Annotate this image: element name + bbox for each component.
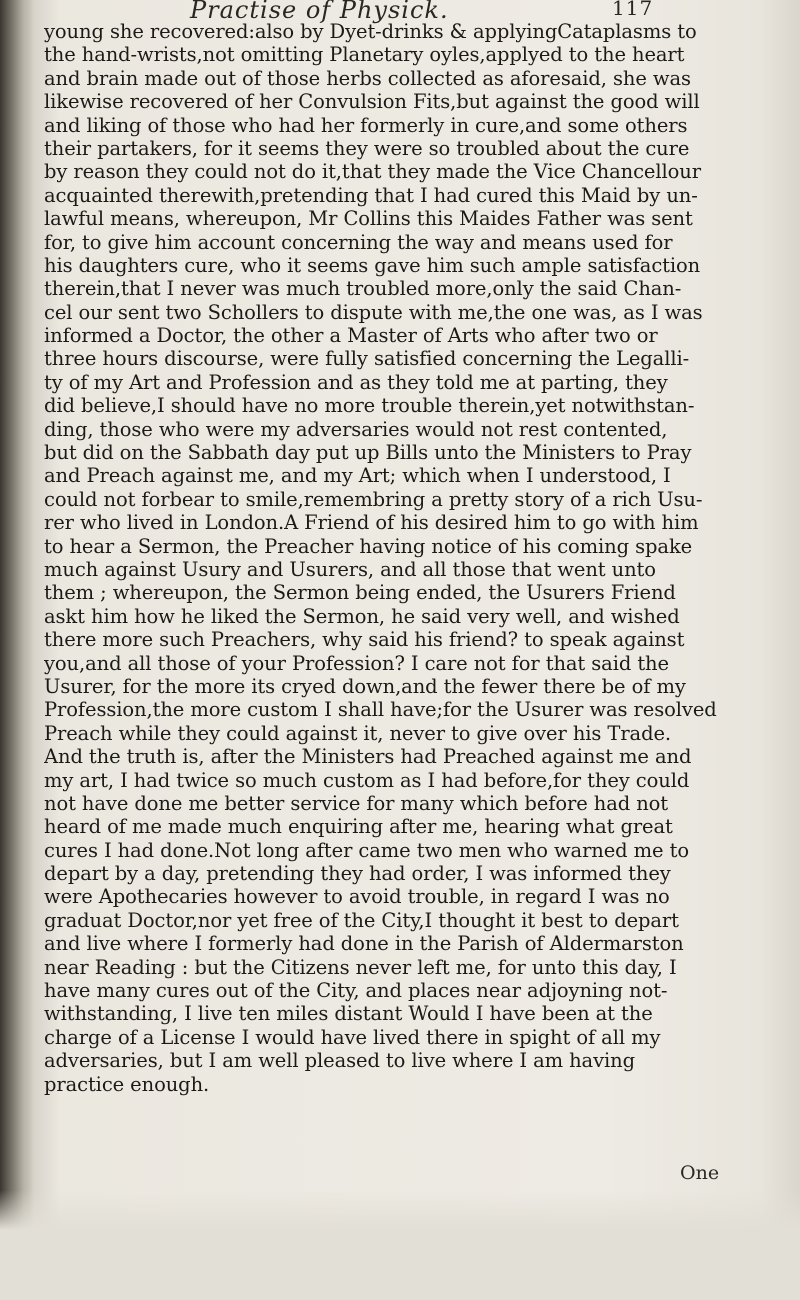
- text-line: and brain made out of those herbs collected as aforesaid, she was: [44, 66, 691, 90]
- text-line: Profession,the more custom I shall have;for the Usurer was resolved: [44, 698, 717, 722]
- text-line: adversaries, but I am well pleased to live where I am having: [44, 1049, 635, 1073]
- text-line: could not forbear to smile,remembring a pretty story of a rich Usu-: [44, 487, 703, 511]
- text-line: but did on the Sabbath day put up Bills unto the Ministers to Pray: [44, 441, 692, 465]
- text-line: therein,that I never was much troubled more,only the said Chan-: [44, 277, 682, 301]
- text-line: three hours discourse, were fully satisfied concerning the Legalli-: [44, 347, 690, 371]
- text-line: for, to give him account concerning the way and means used for: [44, 230, 673, 254]
- text-line: and liking of those who had her formerly in cure,and some others: [44, 113, 688, 137]
- text-line: ty of my Art and Profession and as they told me at parting, they: [44, 370, 668, 394]
- text-line: my art, I had twice so much custom as I had before,for they could: [44, 768, 690, 792]
- text-line: cures I had done.Not long after came two men who warned me to: [44, 838, 689, 862]
- text-line: young she recovered:also by Dyet-drinks & applyingCataplasms to: [44, 20, 697, 43]
- text-line: not have done me better service for many which before had not: [44, 791, 669, 815]
- text-line: did believe,I should have no more trouble therein,yet notwithstan-: [44, 394, 695, 418]
- text-line: near Reading : but the Citizens never left me, for unto this day, I: [44, 955, 677, 979]
- text-line: Preach while they could against it, never to give over his Trade.: [44, 721, 671, 745]
- text-line: their partakers, for it seems they were so troubled about the cure: [44, 136, 690, 160]
- text-line: them ; whereupon, the Sermon being ended, the Usurers Friend: [44, 581, 676, 605]
- text-line: withstanding, I live ten miles distant Would I have been at the: [44, 1002, 653, 1026]
- page-number: 117: [612, 0, 654, 20]
- text-line: were Apothecaries however to avoid trouble, in regard I was no: [44, 885, 670, 909]
- text-line: his daughters cure, who it seems gave him such ample satisfaction: [44, 253, 701, 277]
- text-line: charge of a License I would have lived there in spight of all my: [44, 1025, 661, 1049]
- text-line: informed a Doctor, the other a Master of Arts who after two or: [44, 324, 658, 348]
- text-line: practice enough.: [44, 1072, 210, 1096]
- text-line: graduat Doctor,nor yet free of the City,I thought it best to depart: [44, 908, 679, 932]
- text-line: heard of me made much enquiring after me, hearing what great: [44, 815, 673, 839]
- text-line: acquainted therewith,pretending that I had cured this Maid by un-: [44, 183, 698, 207]
- text-line: likewise recovered of her Convulsion Fits,but against the good will: [44, 90, 700, 114]
- text-line: there more such Preachers, why said his friend? to speak against: [44, 628, 685, 652]
- text-line: you,and all those of your Profession? I care not for that said the: [44, 651, 669, 675]
- text-line: have many cures out of the City, and places near adjoyning not-: [44, 979, 668, 1003]
- catchword: One: [680, 1162, 720, 1184]
- text-line: by reason they could not do it,that they made the Vice Chancellour: [44, 160, 701, 184]
- text-line: And the truth is, after the Ministers had Preached against me and: [44, 745, 692, 769]
- binding-gutter: [0, 0, 34, 1300]
- text-line: Usurer, for the more its cryed down,and the fewer there be of my: [44, 674, 686, 698]
- text-line: askt him how he liked the Sermon, he said very well, and wished: [44, 604, 680, 628]
- text-line: cel our sent two Schollers to dispute with me,the one was, as I was: [44, 300, 703, 324]
- body-text: [44, 20, 774, 1096]
- text-line: to hear a Sermon, the Preacher having notice of his coming spake: [44, 534, 693, 558]
- text-line: much against Usury and Usurers, and all those that went unto: [44, 557, 656, 581]
- text-line: lawful means, whereupon, Mr Collins this Maides Father was sent: [44, 207, 693, 231]
- text-line: and live where I formerly had done in the Parish of Aldermarston: [44, 932, 684, 956]
- page-bottom-margin: [0, 1190, 800, 1300]
- running-head-title: Practise of Physick.: [190, 0, 449, 24]
- text-line: depart by a day, pretending they had order, I was informed they: [44, 862, 671, 886]
- text-line: the hand-wrists,not omitting Planetary oyles,applyed to the heart: [44, 43, 685, 67]
- text-line: and Preach against me, and my Art; which when I understood, I: [44, 464, 671, 488]
- text-line: rer who lived in London.A Friend of his desired him to go with him: [44, 511, 699, 535]
- text-line: ding, those who were my adversaries would not rest contented,: [44, 417, 668, 441]
